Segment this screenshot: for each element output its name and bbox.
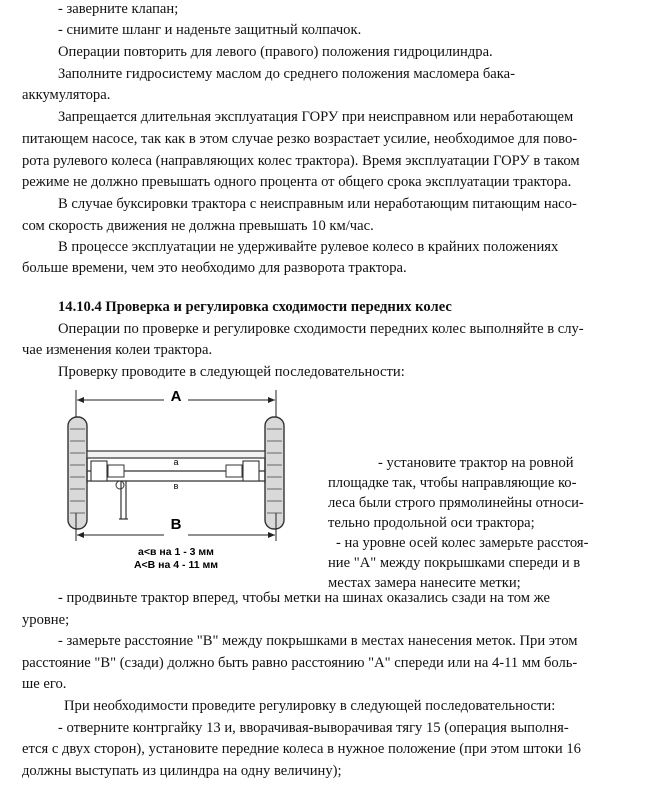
label-a-upper: A [170, 388, 182, 405]
text-line: больше времени, чем это необходимо для разворота трактора. [22, 260, 407, 276]
tolerance-note-2: А<В на 4 - 11 мм [133, 559, 219, 571]
text-line: ется с двух сторон), установите передние колеса в нужное положение (при этом штоки 16 [22, 741, 581, 757]
text-line: При необходимости проведите регулировку в следующей последовательности: [64, 698, 556, 714]
text-line: Заполните гидросистему маслом до среднего положения масломера бака- [58, 66, 515, 82]
text-line: ше его. [22, 676, 67, 692]
text-line: - замерьте расстояние "В" между покрышками в местах нанесения меток. При этом [58, 633, 578, 649]
text-line: - снимите шланг и наденьте защитный колпачок. [58, 22, 362, 38]
text-line: Проверку проводите в следующей последовательности: [58, 364, 405, 380]
right-wheel [265, 417, 284, 529]
label-b-small: в [173, 481, 179, 491]
text-line: В случае буксировки трактора с неисправным или неработающим питающим насо- [58, 196, 577, 212]
dimension-a [76, 388, 276, 427]
text-line: расстояние "В" (сзади) должно быть равно расстоянию "А" спереди или на 4-11 мм боль- [22, 655, 578, 671]
side-text-line: леса были строго прямолинейны относи- [328, 495, 584, 511]
text-line: Операции по проверке и регулировке сходимости передних колес выполняйте в слу- [58, 321, 584, 337]
label-b-upper: B [170, 516, 182, 533]
text-line: Операции повторить для левого (правого) положения гидроцилиндра. [58, 44, 493, 60]
side-text-line: площадке так, чтобы направляющие ко- [328, 475, 577, 491]
text-line: - заверните клапан; [58, 1, 179, 17]
text-line: режиме не должно превышать одного процента от общего срока эксплуатации трактора. [22, 174, 572, 190]
text-line: сом скорость движения не должна превышать 10 км/час. [22, 218, 374, 234]
side-text-line: тельно продольной оси трактора; [328, 515, 535, 531]
text-line: уровне; [22, 612, 70, 628]
left-wheel [68, 417, 87, 529]
side-text-line: местах замера нанесите метки; [328, 575, 521, 591]
text-line: - отверните контргайку 13 и, вворачивая-выворачивая тягу 15 (операция выполня- [58, 720, 569, 736]
side-text-line: - на уровне осей колес замерьте расстоя- [336, 535, 589, 551]
text-line: рота рулевого колеса (направляющих колес трактора). Время эксплуатации ГОРУ в таком [22, 153, 580, 169]
text-line: питающем насосе, так как в этом случае резко возрастает усилие, необходимое для пово- [22, 131, 578, 147]
side-text-line: ние "А" между покрышками спереди и в [328, 555, 581, 571]
tolerance-note-1: а<в на 1 - 3 мм [138, 546, 214, 558]
text-line: - продвиньте трактор вперед, чтобы метки на шинах оказались сзади на том же [58, 590, 550, 606]
section-heading: 14.10.4 Проверка и регулировка сходимости передних колес [58, 299, 452, 315]
text-line: чае изменения колеи трактора. [22, 342, 213, 358]
side-text-line: - установите трактор на ровной [378, 455, 574, 471]
label-a-small: a [173, 457, 179, 467]
text-line: должны выступать из цилиндра на одну величину); [22, 763, 342, 779]
text-line: В процессе эксплуатации не удерживайте рулевое колесо в крайних положениях [58, 239, 559, 255]
text-line: Запрещается длительная эксплуатация ГОРУ при неисправном или неработающем [58, 109, 574, 125]
text-line: аккумулятора. [22, 87, 111, 103]
dimension-b [76, 513, 276, 541]
wheel-alignment-diagram [64, 383, 290, 571]
